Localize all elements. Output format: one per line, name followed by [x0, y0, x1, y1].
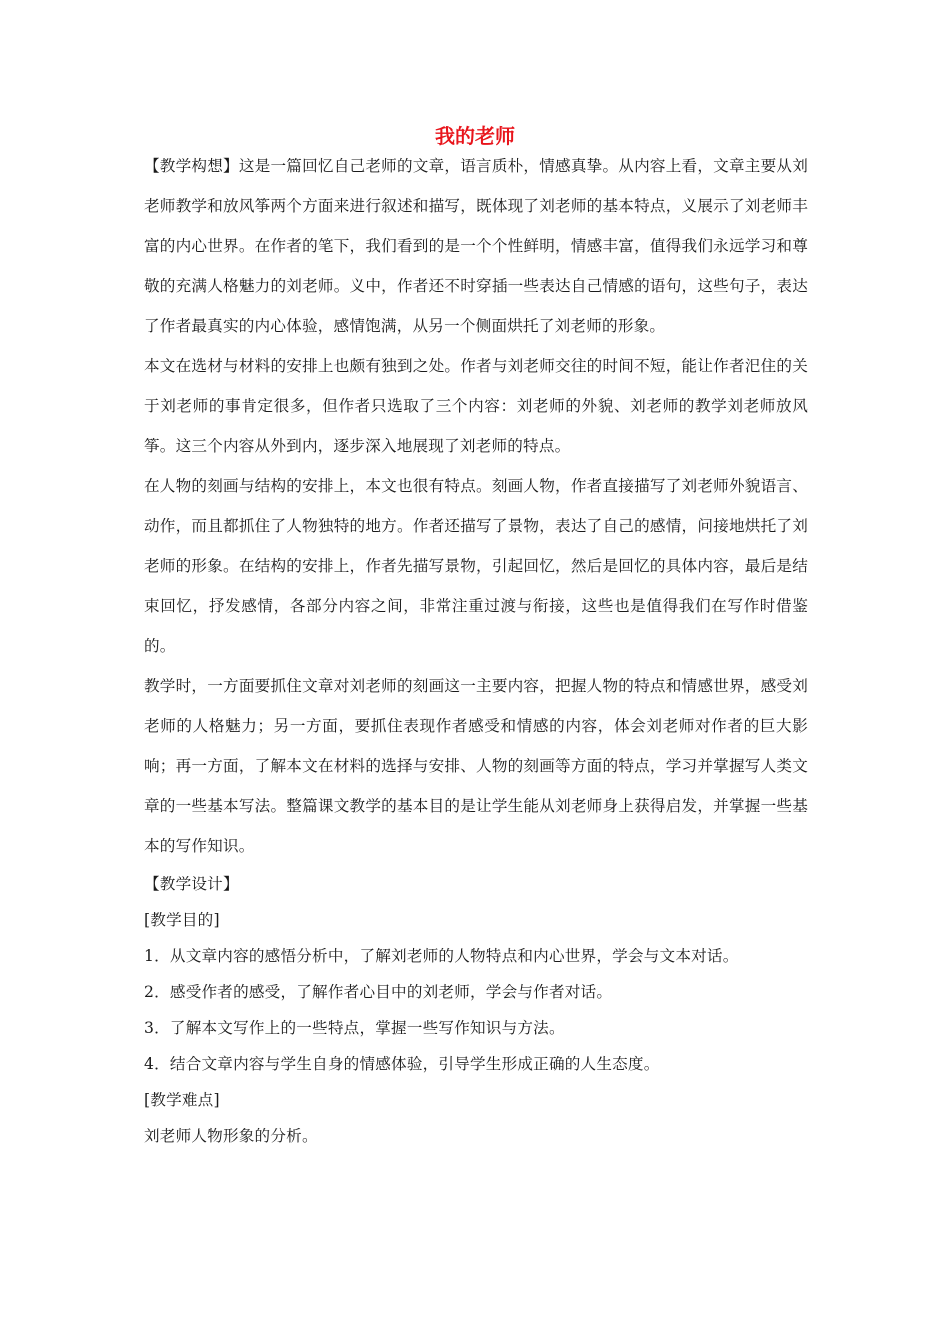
paragraph-teaching-concept: 【教学构想】这是一篇回忆自己老师的文章，语言质朴，情感真挚。从内容上看，文章主要从刘老师教学和放风筝两个方面来进行叙述和描写，既体现了刘老师的基本特点，义展示了刘老师丰富的内心世界。在作者的笔下，我们看到的是一个个性鲜明，情感丰富，值得我们永远学习和尊敬的充满人格魅力的刘老师。义中，作者还不时穿插一些表达自己情感的语句，这些句子，表达了作者最真实的内心体验，感情饱满，从另一个侧面烘托了刘老师的形象。	[144, 157, 808, 335]
section-heading-teaching-design: 【教学设计】	[144, 875, 239, 893]
section-heading-teaching-difficulty: [教学难点]	[144, 1091, 220, 1109]
paragraph-material-selection: 本文在选材与材料的安排上也颇有独到之处。作者与刘老师交往的时间不短，能让作者汜住的关于刘老师的事肯定很多，但作者只选取了三个内容：刘老师的外貌、刘老师的教学刘老师放风筝。这三个内容从外到内，逐步深入地展现了刘老师的特点。	[144, 357, 808, 455]
paragraph-character-structure: 在人物的刻画与结构的安排上，本文也很有特点。刻画人物，作者直接描写了刘老师外貌语言、动作，而且都抓住了人物独特的地方。作者还描写了景物，表达了自己的感情，问接地烘托了刘老师的形象。在结构的安排上，作者先描写景物，引起回忆，然后是回忆的具体内容，最后是结束回忆，抒发感情，各部分内容之间，非常注重过渡与衔接，这些也是值得我们在写作时借鉴的。	[144, 477, 808, 655]
goal-item-1: 1．从文章内容的感悟分析中，了解刘老师的人物特点和内心世界，学会与文本对话。	[144, 947, 739, 965]
paragraph-teaching-approach: 教学时，一方面要抓住文章对刘老师的刻画这一主要内容，把握人物的特点和情感世界，感受刘老师的人格魅力；另一方面，要抓住表现作者感受和情感的内容，体会刘老师对作者的巨大影响；再一方面，了解本文在材料的选择与安排、人物的刻画等方面的特点，学习并掌握写人类文章的一些基本写法。整篇课文教学的基本目的是让学生能从刘老师身上获得启发，并掌握一些基本的写作知识。	[144, 677, 808, 855]
section-heading-teaching-goals: [教学目的]	[144, 911, 220, 929]
goal-item-2: 2．感受作者的感受，了解作者心目中的刘老师，学会与作者对话。	[144, 983, 613, 1001]
goal-item-3: 3．了解本文写作上的一些特点，掌握一些写作知识与方法。	[144, 1019, 565, 1037]
difficulty-text: 刘老师人物形象的分析。	[144, 1127, 318, 1145]
document-title: 我的老师	[435, 124, 515, 148]
goal-item-4: 4．结合文章内容与学生自身的情感体验，引导学生形成正确的人生态度。	[144, 1055, 660, 1073]
document-body	[144, 146, 808, 1154]
